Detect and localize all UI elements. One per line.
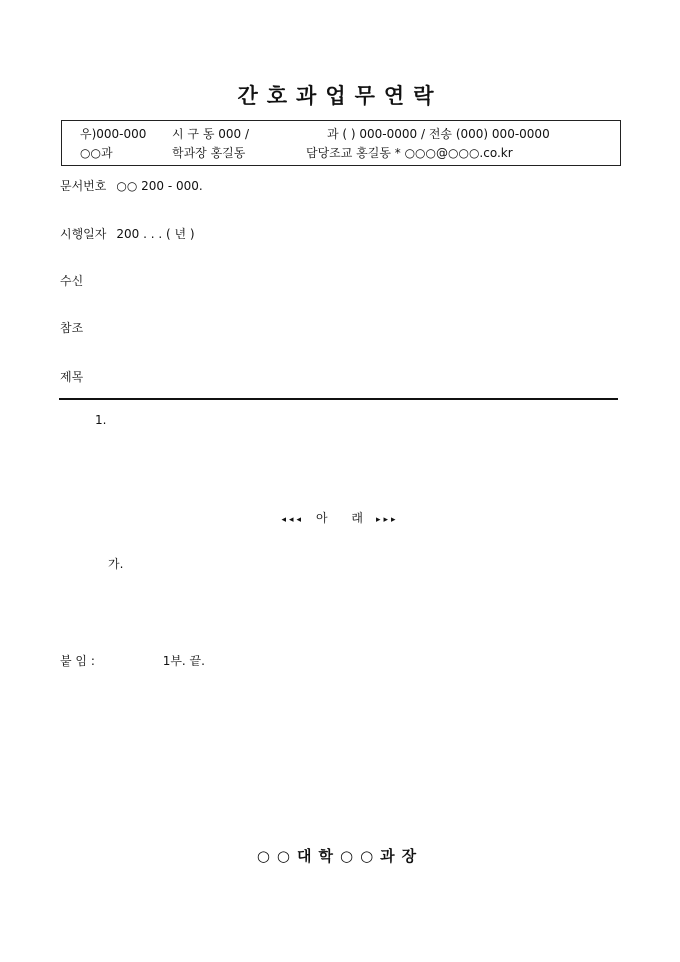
field-reference bbox=[60, 321, 93, 335]
body-subitem: 가. bbox=[108, 557, 124, 571]
field-value: ○○ 200 - 000. bbox=[116, 179, 203, 193]
department: ○○과 bbox=[80, 146, 113, 160]
field-label: 참조 bbox=[60, 321, 84, 335]
field-label: 시행일자 bbox=[60, 227, 107, 241]
notice-text: 아 래 bbox=[316, 511, 364, 525]
field-subject bbox=[60, 370, 93, 384]
letterhead-box bbox=[61, 120, 621, 166]
attachment-line bbox=[60, 652, 205, 669]
body-item-1: 1. bbox=[95, 413, 107, 427]
subject-divider bbox=[59, 398, 618, 400]
field-label: 수신 bbox=[60, 274, 84, 288]
field-issue-date bbox=[60, 227, 195, 241]
right-triangles-icon: ▸▸▸ bbox=[376, 515, 399, 525]
document-title: 간호과업무연락 bbox=[237, 83, 443, 108]
postal-code: 우)000-000 bbox=[80, 127, 147, 141]
address: 시 구 동 000 / bbox=[172, 127, 249, 141]
phone-fax: 과 ( ) 000-0000 / 전송 (000) 000-0000 bbox=[327, 127, 550, 141]
attachment-label: 붙 임 : bbox=[60, 654, 95, 668]
left-triangles-icon: ◂◂◂ bbox=[281, 515, 304, 525]
notice-heading bbox=[0, 509, 680, 526]
field-label: 문서번호 bbox=[60, 179, 107, 193]
field-value: 200 . . . ( 년 ) bbox=[116, 227, 195, 241]
field-label: 제목 bbox=[60, 370, 84, 384]
field-recipient bbox=[60, 274, 93, 288]
signature: ○○대학○○과장 bbox=[256, 847, 424, 865]
field-document-number bbox=[60, 179, 203, 193]
attachment-value: 1부. 끝. bbox=[162, 654, 205, 668]
department-head: 학과장 홍길동 bbox=[172, 146, 246, 160]
contact-person: 담당조교 홍길동 * ○○○@○○○.co.kr bbox=[306, 146, 513, 160]
